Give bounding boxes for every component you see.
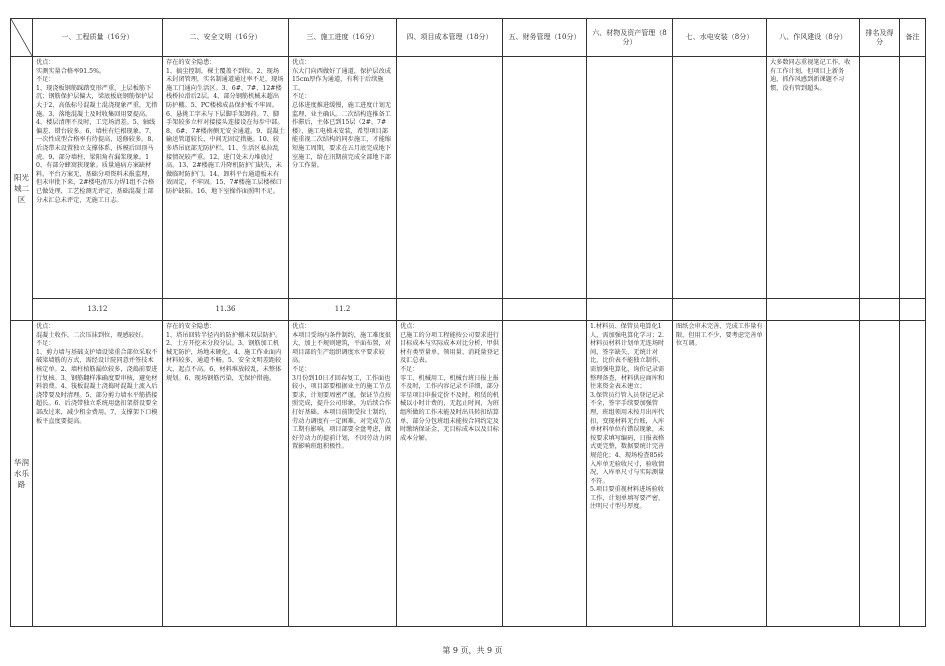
- cell-mep: [673, 57, 767, 299]
- cell-safety: 存在的安全隐患： 1、搞尘控制，裸土覆盖不到位。2、现场未封闭管理，实名制通道通过率不足，现场施工门通向生活区。3、6#、7#、12#楼栈桥拉滑后2层。4、部分钢筋机械未超出防护棚。5、PC楼梯成品保护板不牢固。6、悬挑工字未与下层脚手架卸荷。7、脚手架较多立杆对接接头连接设在每步中部。8、6#、7#楼南侧无安全通道。9、混凝土输送管道较长，中间无固定措施。10、较多塔吊底部无防护栏。11、生活区私拉乱接情况较严重。12、进门处未力堆放过高。13、2#楼施工升降机防护门缺失，未做临时防护门。14、卸料平台通道板未有效固定，不牢固。15、7#楼施工层楼梯口防护缺陷。16、地下室操作面照明不足。: [163, 57, 289, 299]
- score-mep: [673, 299, 767, 321]
- score-progress: 11.2: [289, 299, 397, 321]
- evaluation-table: [10, 18, 926, 627]
- cell-cost: [397, 57, 503, 299]
- header-materials: 六、材物及资产管理（8分）: [587, 19, 673, 57]
- cell-materials: [587, 57, 673, 299]
- score-remarks: [900, 299, 926, 321]
- cell-progress: 优点： 本项目受场内条件制约，施工难度很大，加上不规则建筑，平面布置，对项目部的生产组织调度水平要求较高。 不足： 3月份到10日才回春复工，工作面也较小，项目部要根据业主的施工节点要求，计划要周密严谨，保证节点按照完成，提升公司形象，为后续合作打好基础。本项目前期受拉土制约，劳动力调度有一定困难，对完成节点工期有影响，项目部要全盘考虑，做好劳动力的提前计划，不因劳动力闲置影响班组积极性。: [289, 321, 397, 627]
- header-mep: 七、水电安装（8分）: [673, 19, 767, 57]
- score-safety: 11.36: [163, 299, 289, 321]
- cell-finance: [503, 321, 587, 627]
- header-cost: 四、项目成本管理（18分）: [397, 19, 503, 57]
- cell-remarks: [900, 57, 926, 299]
- score-row-yangguangcheng: [11, 299, 926, 321]
- cell-quality: 优点： 混凝土收作、二次压抹到位，观感较好。 不足： 1、剪力墙与基础支护墙设梁重合部位采取不破梁墙筋的方式，需经设计院同意并签技术核定单。2、墙柱植筋漏位较多，浇捣前要进行复核。3、钢筋翻样准确度要审核，避免材料浪费。4、筏板混凝土浇捣时混凝土流入后浇带要及时清理。5、部分剪力墙水平筋搭接超长。6、后浇带独立系统用盘扣架搭设要全部改过来，减少租金费用。7、支撑架下口模板平直度要提高。: [33, 321, 163, 627]
- cell-cost: 优点： 已施工的分项工程能按公司要求进行目标成本与实际成本对比分析，甲供材有类型量单，领用量、消耗量登记及汇总表。 不足： 零工、机械用工，机械台班日报上报不及时，工作内容记录不详细，部分零星项目申报定价不及时，租赁的机械以小时计费的，无起止时间，为班组所做的工作未能及时出具转扣结算单，部分分包班组未能按合同约定及时缴纳保证金，无目标成本以及目标成本分解。: [397, 321, 503, 627]
- diagonal-line: [11, 19, 32, 56]
- header-conduct: 八、作风建设（8分）: [767, 19, 860, 57]
- score-materials: [587, 299, 673, 321]
- header-finance: 五、财务管理（10分）: [503, 19, 587, 57]
- cell-conduct: 大多数同志重视笔记工作，收有工作计划，但项目上新务迪，抓作风感到新课题不习惯，没有管到超头。: [767, 57, 860, 299]
- cell-remarks: [900, 321, 926, 627]
- cell-rank: [860, 57, 900, 299]
- cell-quality: 优点： 实测实量合格率91.5%。 不足： 1、现浇板钢筋踩踏变形严重，上层板筋下沉；钢筋保护层偏大，梁底板底钢筋保护层大于2、高低标号混凝土混浇现象严重，无措施。3、落地混凝土及时收集回用要提高。4、楼层清理不及时，工完场清差。5、轴线偏差、错台较多。6、墙柱有烂根现象。7、一次性成型合格率有待提高，返修较多。8、后浇带未设置独立支撑体系，拆模后回顶马虎。9、部分墙柱、梁阳角有漏浆现象。10、有部分蜂窝狭现象。质量通病方案缺材料，平台方案无，基础分项资料未报监理，但未审批下来，2#楼电渣压力焊1组不合格已做处理，工艺检测无评定，基础混凝土部分未汇总未评定，无施工日志。: [33, 57, 163, 299]
- score-cost: [397, 299, 503, 321]
- cell-materials: 1.材料员、保管员电算化1人，需加强电算化学习；2.材料员材料计划单无连场时间，签字缺失，无统计对比，比价表不能独立制作，需加强电算化，询价记录需整理备查，材料供应商库和往来资金表未建立； 3.保管员行管入员登记记录不全，签字手续要加强管理，班组领用未按月出库代扣，变现材料无台账，入库单材料单位有错误现象，未按要求填写编码，日报表格式更完整，数据要统计完善规范化；4、现场检查85砖入库单无验收尺寸，验收情况，入库单尺寸与实际测量不符。 5.项目要重视材料进场验收工作，计划单填写要严密，注明尺寸型号厚度。: [587, 321, 673, 627]
- score-quality: 13.12: [33, 299, 163, 321]
- corner-diagonal-cell: [11, 19, 33, 57]
- page-footer: 第 9 页，共 9 页: [442, 646, 503, 655]
- score-rank: [860, 299, 900, 321]
- cell-rank: [860, 321, 900, 627]
- evaluation-table-wrapper: [10, 18, 925, 626]
- cell-finance: [503, 57, 587, 299]
- header-rank: 排名及得分: [860, 19, 900, 57]
- header-row: [11, 19, 926, 57]
- header-progress: 三、施工进度（16分）: [289, 19, 397, 57]
- score-finance: [503, 299, 587, 321]
- header-safety: 二、安全文明（16分）: [163, 19, 289, 57]
- row-name-huarun: 华润水乐路: [11, 321, 33, 627]
- cell-progress: 优点： 东大门向西做好了通道，保护层改成15cm厚作为通道，有利于后续施工。 不足： 总体进度推进缓慢，施工进度计划无监理、业主确认。二次结构连推备工作滞后，主体已到15层（2#、7#楼），施工电梯未安装，希望项目部能重视二次结构的同步施工，才能缩短施工周期，要求在五月底完成地下室施工，给在汛期前完成全部地下部分工作量。: [289, 57, 397, 299]
- row-yangguangcheng: [11, 57, 926, 299]
- cell-mep: 图纸会审未完善，完成工作量有限，但用工不少，要考虑完善单位互调。: [673, 321, 767, 627]
- cell-conduct: [767, 321, 860, 627]
- cell-safety: 存在的安全隐患： 1、塔吊回转半径内的防护棚未双层防护。2、土方开挖未分段分层。3、钢筋加工机械无防护，场地未硬化。4、施工作业面内材料较多，通道不畅。5、安全文明差距较大，起点不高。6、材料堆放较乱，未整体规划。6、现场钢筋污染，无保护措施。: [163, 321, 289, 627]
- header-quality: 一、工程质量（16分）: [33, 19, 163, 57]
- row-huarun: [11, 321, 926, 627]
- score-conduct: [767, 299, 860, 321]
- row-name-yangguangcheng: 阳光城二区: [11, 57, 33, 321]
- header-remarks: 备注: [900, 19, 926, 57]
